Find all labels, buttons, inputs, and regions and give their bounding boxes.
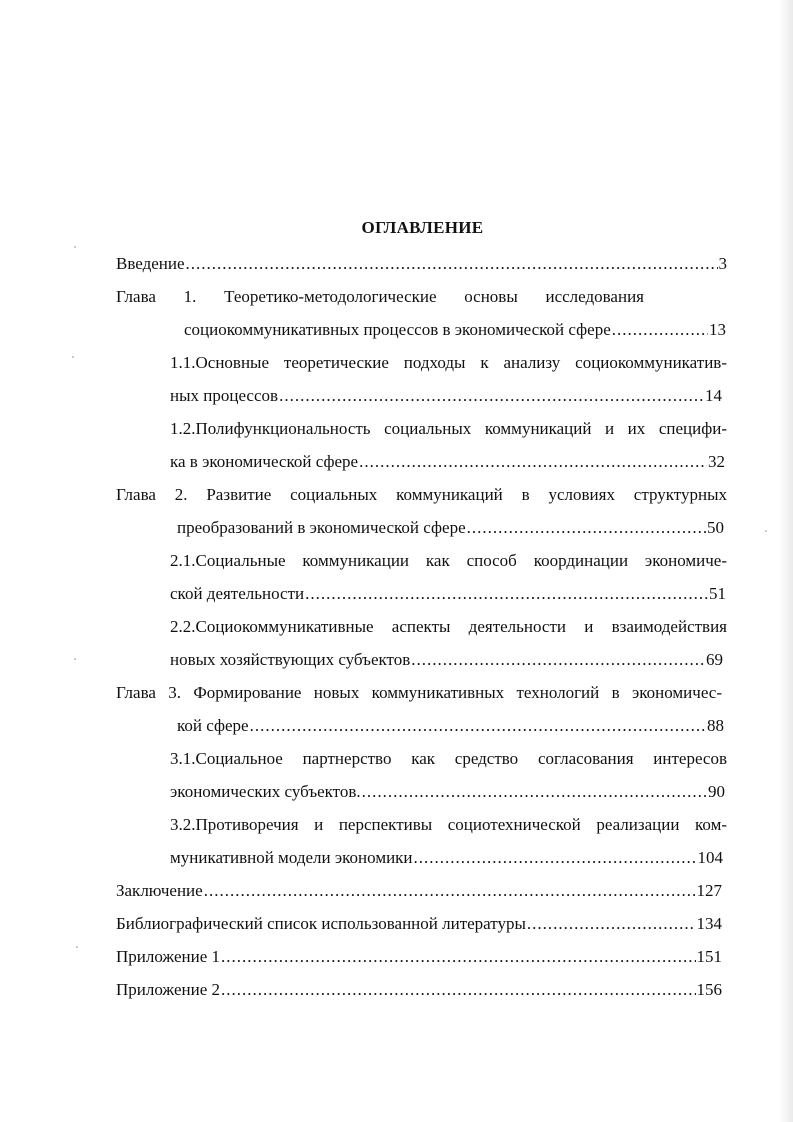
- toc-page-number: 3: [718, 254, 727, 273]
- dot-leader: [414, 847, 697, 869]
- scan-speck: [76, 946, 78, 948]
- toc-page-number: 69: [706, 650, 723, 669]
- dot-leader: [612, 319, 708, 341]
- toc-section-1-1-line2: [170, 385, 722, 407]
- page-title: ОГЛАВЛЕНИЕ: [361, 218, 484, 237]
- toc-entry-conclusion: [116, 880, 722, 902]
- dot-leader: [527, 913, 696, 935]
- toc-entry-label: Заключение: [116, 881, 203, 900]
- toc-entry-label: новых хозяйствующих субъектов: [170, 650, 411, 669]
- toc-chapter1-line1: Глава 1. Теоретико-методологические основы исследования: [116, 287, 644, 306]
- toc-section-2-2-line2: [170, 649, 723, 671]
- toc-entry-label: кой сфере: [177, 716, 249, 735]
- toc-entry-label: ка в экономической сфере: [170, 452, 359, 471]
- toc-entry-bibliography: [116, 913, 722, 935]
- toc-entry-label: Библиографический список использованной литературы: [116, 914, 526, 933]
- toc-page-number: 134: [696, 914, 722, 933]
- toc-page-number: 51: [709, 584, 726, 603]
- scan-speck: [74, 246, 76, 248]
- toc-entry-label: экономических субъектов.: [170, 782, 361, 801]
- toc-entry-label: Приложение 2: [116, 980, 220, 999]
- toc-entry-label: ской деятельности: [170, 584, 305, 603]
- toc-page-number: 151: [696, 947, 722, 966]
- toc-entry-label: преобразований в экономической сфере: [177, 518, 466, 537]
- toc-page-number: 32: [708, 452, 725, 471]
- dot-leader: [221, 979, 696, 1001]
- toc-section-3-1-line1: 3.1.Социальное партнерство как средство согласования интересов: [170, 749, 727, 768]
- toc-section-1-2-line1: 1.2.Полифункциональность социальных коммуникаций и их специфи-: [170, 419, 727, 438]
- toc-section-3-2-line2: [170, 847, 723, 869]
- scan-speck: [765, 530, 767, 532]
- toc-section-1-1-line1: 1.1.Основные теоретические подходы к анализу социокоммуникатив-: [170, 353, 727, 372]
- dot-leader: [305, 583, 708, 605]
- dot-leader: [221, 946, 696, 968]
- dot-leader: [467, 517, 706, 539]
- toc-chapter3-line1: Глава 3. Формирование новых коммуникативных технологий в экономичес-: [116, 683, 722, 702]
- toc-chapter2-line2: [177, 517, 724, 539]
- toc-section-3-2-line1: 3.2.Противоречия и перспективы социотехнической реализации ком-: [170, 815, 727, 834]
- scan-speck: [72, 356, 74, 358]
- toc-section-2-2-line1: 2.2.Социокоммуникативные аспекты деятельности и взаимодействия: [170, 617, 727, 636]
- scan-speck: [74, 658, 76, 660]
- toc-entry-label: муникативной модели экономики: [170, 848, 413, 867]
- toc-entry-appendix-2: [116, 979, 722, 1001]
- toc-section-3-1-line2: [170, 781, 725, 803]
- toc-chapter3-line2: [177, 715, 724, 737]
- toc-page-number: 50: [707, 518, 724, 537]
- toc-entry-label: Введение: [116, 254, 185, 273]
- toc-chapter2-line1: Глава 2. Развитие социальных коммуникаций в условиях структурных: [116, 485, 727, 504]
- toc-section-2-1-line1: 2.1.Социальные коммуникации как способ координации экономиче-: [170, 551, 727, 570]
- toc-page-number: 104: [697, 848, 723, 867]
- toc-section-1-2-line2: [170, 451, 725, 473]
- dot-leader: [411, 649, 705, 671]
- scan-edge-shadow: [779, 0, 793, 1122]
- toc-entry-label: Приложение 1: [116, 947, 220, 966]
- toc-page-number: 90: [708, 782, 725, 801]
- toc-chapter1-line2: [184, 319, 726, 341]
- toc-page-number: 156: [696, 980, 722, 999]
- toc-entry-label: ных процессов: [170, 386, 279, 405]
- toc-section-2-1-line2: [170, 583, 726, 605]
- dot-leader: [204, 880, 696, 902]
- dot-leader: [250, 715, 706, 737]
- toc-entry-label: социокоммуникативных процессов в экономической сфере: [184, 320, 611, 339]
- toc-page-number: 13: [709, 320, 726, 339]
- toc-page-number: 127: [696, 881, 722, 900]
- toc-page-number: 88: [707, 716, 724, 735]
- toc-entry-appendix-1: [116, 946, 722, 968]
- dot-leader: [279, 385, 704, 407]
- toc-page-number: 14: [705, 386, 722, 405]
- toc-entry-intro: [116, 253, 727, 275]
- dot-leader: [186, 253, 718, 275]
- dot-leader: [359, 451, 707, 473]
- dot-leader: [362, 781, 707, 803]
